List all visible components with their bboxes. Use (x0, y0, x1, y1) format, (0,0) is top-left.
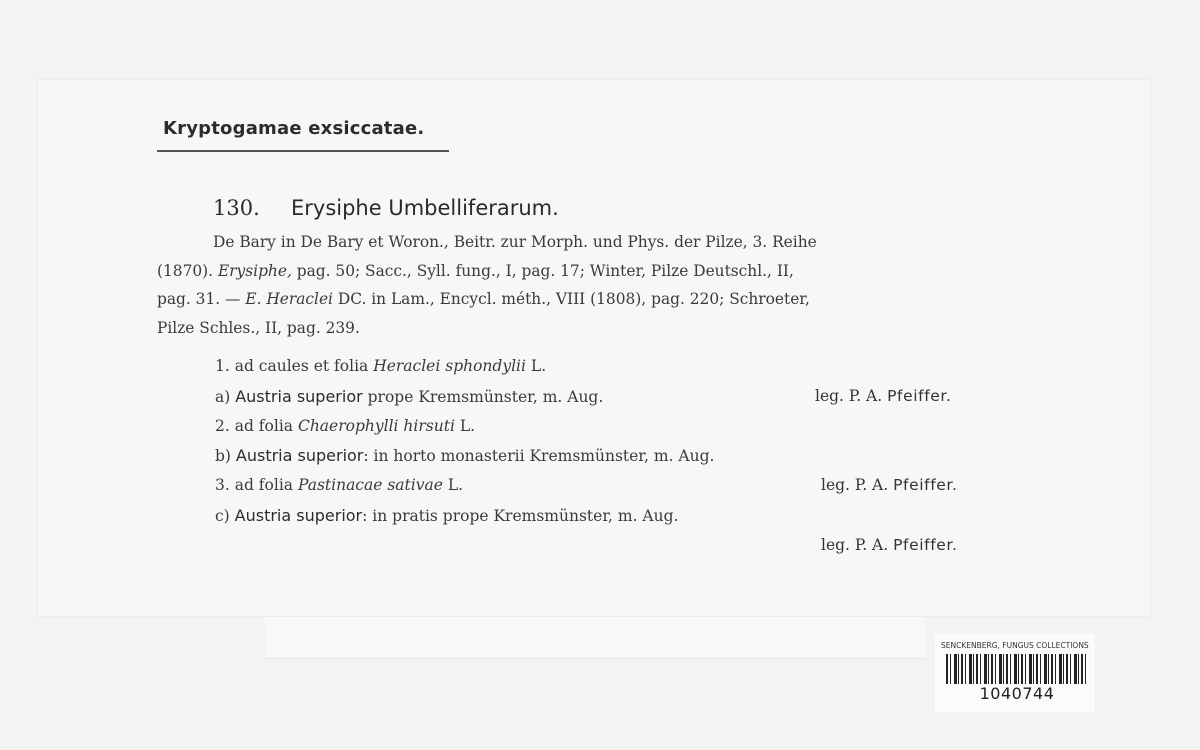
barcode-number: 1040744 (979, 684, 1055, 703)
collector-name: Pfeiffer. (893, 535, 958, 554)
series-underline (157, 150, 449, 152)
host-name: Chaerophylli hirsuti (297, 416, 455, 435)
collector-credit: leg. P. A. Pfeiffer. (821, 535, 958, 554)
synonym-citation: E. Heraclei (245, 290, 333, 308)
region-name: Austria superior (235, 386, 363, 406)
collector-name: Pfeiffer. (887, 386, 952, 405)
region-name: Austria superior (235, 446, 364, 466)
region-name: Austria superior (234, 505, 363, 525)
host-entry: 2. ad folia Chaerophylli hirsuti L. (215, 416, 476, 435)
host-entry: 3. ad folia Pastinacae sativae L. leg. P. A. Pfeiffer. (215, 471, 1015, 501)
locality-entry: a) Austria superior prope Kremsmünster, m. Aug. leg. P. A. Pfeiffer. (215, 382, 1015, 412)
exsiccata-number: 130. (213, 196, 260, 220)
genus-citation: Erysiphe, (217, 261, 292, 280)
reference-line: Pilze Schles., II, pag. 239. (157, 318, 360, 337)
collector-credit: leg. P. A. Pfeiffer. (821, 476, 958, 495)
locality-entry: b) Austria superior: in horto monasterii Kremsmünster, m. Aug. (215, 446, 715, 466)
species-name: Erysiphe Umbelliferarum. (291, 196, 559, 220)
collector-credit: leg. P. A. Pfeiffer. (815, 386, 952, 405)
collector-name: Pfeiffer. (893, 476, 958, 495)
host-name: Pastinacae sativae (297, 476, 443, 495)
collection-entries (215, 352, 1015, 561)
locality-entry: c) Austria superior: in pratis prope Kremsmünster, m. Aug. (215, 505, 679, 525)
reference-line: De Bary in De Bary et Woron., Beitr. zur Morph. und Phys. der Pilze, 3. Reihe (213, 233, 817, 251)
host-name: Heraclei sphondylii (373, 357, 526, 375)
underlying-sheet (265, 612, 925, 659)
reference-line: pag. 31. — E. Heraclei DC. in Lam., Encycl. méth., VIII (1808), pag. 220; Schroeter, (157, 290, 810, 308)
reference-line: (1870). Erysiphe, pag. 50; Sacc., Syll. fung., I, pag. 17; Winter, Pilze Deutschl., II, (157, 261, 794, 280)
collector-row (215, 531, 1015, 561)
species-heading (213, 196, 559, 220)
references-block (157, 228, 1032, 342)
host-entry: 1. ad caules et folia Heraclei sphondylii L. (215, 357, 547, 375)
barcode-institution: SENCKENBERG, FUNGUS COLLECTIONS (941, 641, 1089, 650)
series-title: Kryptogamae exsiccatae. (163, 118, 425, 139)
barcode-bars (946, 654, 1088, 684)
